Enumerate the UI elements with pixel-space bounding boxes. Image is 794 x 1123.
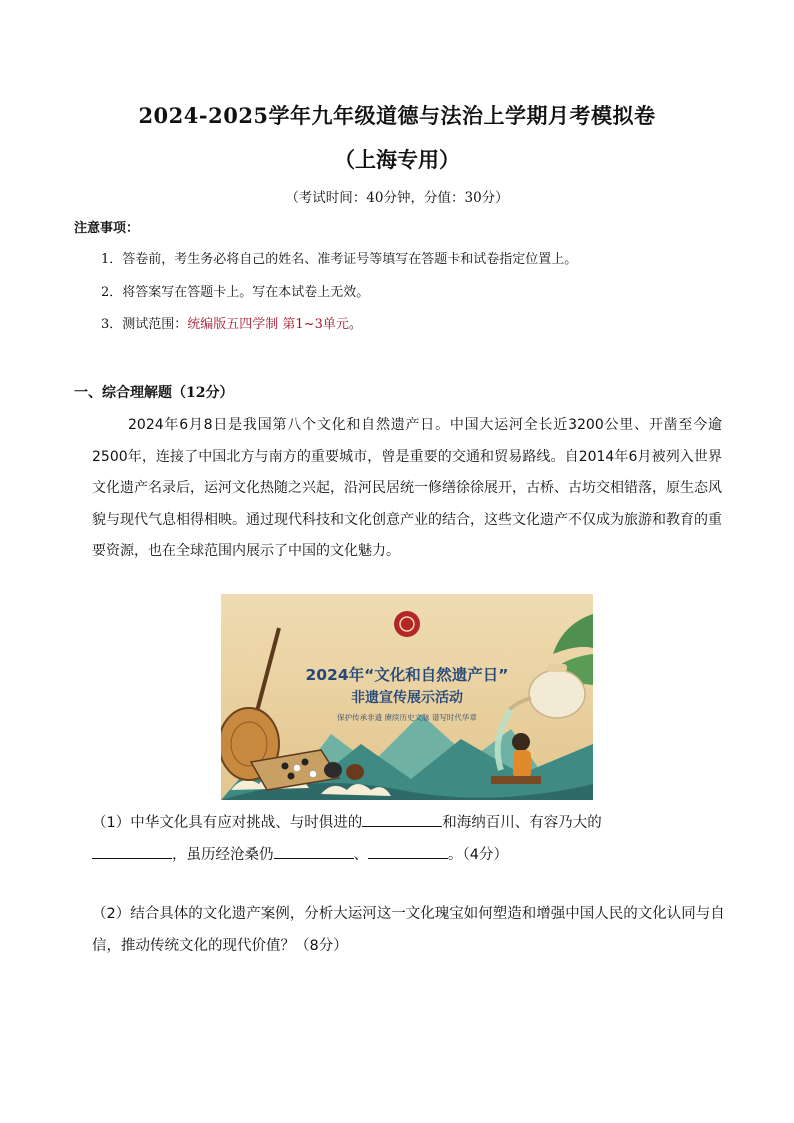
teapot — [529, 670, 585, 718]
q1-text: ，虽历经沧桑仍 — [172, 847, 274, 863]
person-head — [512, 733, 530, 751]
page-title: 2024-2025学年九年级道德与法治上学期月考模拟卷 — [138, 103, 656, 128]
test-range: 统编版五四学制 第1~3单元 — [187, 317, 349, 332]
go-stone — [302, 759, 309, 766]
answer-blank[interactable] — [368, 844, 448, 859]
page-subtitle: （上海专用） — [334, 147, 460, 172]
q1-text: 和海纳百川、有容乃大的 — [442, 815, 602, 831]
exam-info: （考试时间：40分钟，分值：30分） — [285, 190, 509, 206]
notice-item-suffix: 。 — [348, 317, 362, 332]
answer-blank[interactable] — [92, 844, 172, 859]
go-stone — [288, 773, 295, 780]
notice-item-prefix: 3．测试范围： — [101, 317, 188, 332]
passage-text: 2024年6月8日是我国第八个文化和自然遗产日。中国大运河全长近3200公里、开凿至今逾2500年，连接了中国北方与南方的重要城市，曾是重要的交通和贸易路线。自2014年6月被列入世界文化遗产名录后，运河文化热随之兴起，沿河民居统一修缮徐徐展开，古桥、古坊交相错落，原生态风貌与现代气息相得相映。通过现代科技和文化创意产业的结合，这些文化遗产不仅成为旅游和教育的重要资源，也在全球范围内展示了中国的文化魅力。 — [92, 417, 722, 560]
stone-jar — [324, 762, 342, 778]
q1-text: 、 — [353, 847, 368, 863]
stone-jar — [346, 764, 364, 780]
question-1 — [92, 807, 732, 871]
poster-title-line1: 2024年“文化和自然遗产日” — [305, 666, 509, 684]
passage — [92, 410, 722, 568]
notice-heading: 注意事项： — [74, 221, 140, 236]
heritage-day-poster — [221, 594, 593, 800]
notice-item: 1．答卷前，考生务必将自己的姓名、准考证号等填写在答题卡和试卷指定位置上。 — [101, 252, 578, 267]
go-stone — [294, 765, 301, 772]
go-stone — [282, 763, 289, 770]
tea-table — [491, 776, 541, 784]
teapot-lid — [547, 664, 567, 672]
person-body — [513, 750, 531, 778]
q1-text: 。（4分） — [448, 847, 508, 863]
poster-title-line2: 非遗宣传展示活动 — [351, 690, 463, 706]
answer-blank[interactable] — [274, 844, 354, 859]
answer-blank[interactable] — [362, 812, 442, 827]
question-2: （2）结合具体的文化遗产案例，分析大运河这一文化瑰宝如何塑造和增强中国人民的文化认同与自信，推动传统文化的现代价值？（8分） — [92, 906, 725, 954]
section-heading: 一、综合理解题（12分） — [74, 385, 234, 401]
q1-text: （1）中华文化具有应对挑战、与时俱进的 — [92, 815, 363, 831]
notice-item: 2．将答案写在答题卡上。写在本试卷上无效。 — [101, 285, 370, 300]
poster-slogan: 保护传承非遗 赓续历史文脉 谱写时代华章 — [337, 713, 477, 722]
badge-icon — [394, 611, 420, 637]
notice-item — [101, 313, 362, 332]
go-stone — [310, 771, 317, 778]
